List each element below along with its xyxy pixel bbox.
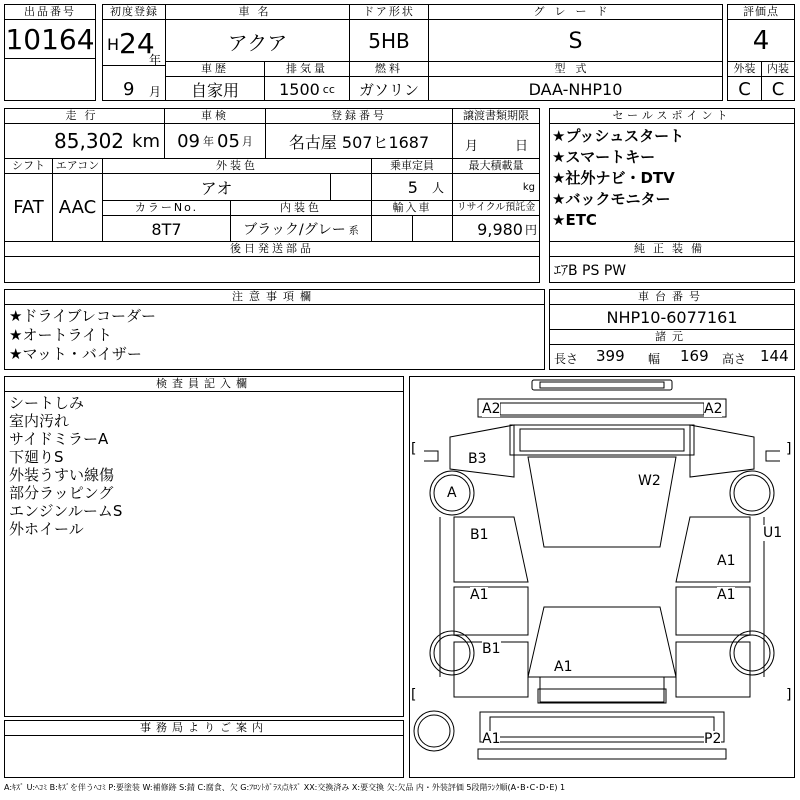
length-value: 399 xyxy=(596,347,625,365)
doc-deadline-label: 譲渡書類期限 xyxy=(453,109,539,124)
bracket-right-top: ] xyxy=(786,441,792,457)
first-reg-year: 24 xyxy=(119,27,155,60)
era: H xyxy=(107,35,120,54)
month-unit: 月 xyxy=(149,85,162,99)
load-box xyxy=(452,158,540,201)
damage-label-a1-rear-glass: A1 xyxy=(554,659,573,675)
mileage-box xyxy=(4,108,165,159)
color-no-box xyxy=(102,200,231,242)
interior-color-suffix: 系 xyxy=(348,225,359,237)
car-outline xyxy=(410,377,794,777)
year-unit: 年 xyxy=(149,53,162,67)
ext-value: C xyxy=(738,78,751,100)
chassis-box xyxy=(549,289,795,370)
score-value: 4 xyxy=(752,26,770,56)
damage-label-a: A xyxy=(447,485,457,501)
sales-point-item: ★バックモニター xyxy=(552,190,671,208)
inspection-month: 05 xyxy=(217,130,240,152)
interior-color-label: 内装色 xyxy=(231,201,371,216)
grade-box xyxy=(428,4,723,62)
genuine-value: ｴｱB PS PW xyxy=(554,263,627,279)
aircon-box xyxy=(52,158,103,242)
mileage-label: 走行 xyxy=(5,109,164,124)
history-value: 自家用 xyxy=(190,80,239,100)
genuine-box xyxy=(549,241,795,283)
capacity-unit: 人 xyxy=(431,180,444,195)
inspection-year: 09 xyxy=(177,130,200,152)
doc-month-unit: 月 xyxy=(465,139,479,154)
score-label: 評価点 xyxy=(728,5,794,20)
later-parts-label: 後日発送部品 xyxy=(5,242,539,257)
interior-color-value: ブラック/グレー xyxy=(243,222,346,238)
bracket-left-bottom: [ xyxy=(411,687,417,703)
plate-value: 名古屋 507ヒ1687 xyxy=(288,132,430,152)
capacity-value: 5 xyxy=(407,177,418,197)
color-label: 外装色 xyxy=(103,159,371,174)
model-label: 型式 xyxy=(429,62,722,77)
bracket-left-top: [ xyxy=(411,441,417,457)
color-no-label: カラーNo. xyxy=(103,201,230,216)
aircon-value: AAC xyxy=(58,196,97,218)
interior-color-box xyxy=(230,200,372,242)
door-label: ドア形状 xyxy=(350,5,428,20)
height-label: 高さ xyxy=(722,352,747,366)
recycle-unit: 円 xyxy=(524,222,537,237)
recycle-label: リサイクル預託金 xyxy=(453,201,539,216)
inspector-item: 外装うすい線傷 xyxy=(9,466,115,484)
inspector-item: エンジンルームS xyxy=(9,502,123,520)
fuel-box xyxy=(349,61,429,101)
plate-box xyxy=(265,108,453,159)
load-unit: kg xyxy=(522,181,535,193)
fuel-value: ガソリン xyxy=(358,80,419,99)
car-name-box xyxy=(165,4,350,62)
width-label: 幅 xyxy=(648,352,661,366)
history-label: 車歴 xyxy=(166,62,264,77)
damage-label-a1-left-rear: A1 xyxy=(470,587,489,603)
height-value: 144 xyxy=(760,347,789,365)
damage-label-a2-right: A2 xyxy=(704,401,723,417)
capacity-label: 乗車定員 xyxy=(372,159,452,174)
door-value: 5HB xyxy=(368,29,410,53)
import-box xyxy=(371,200,453,242)
grade-label: グレード xyxy=(429,5,722,20)
capacity-box xyxy=(371,158,453,201)
door-box xyxy=(349,4,429,62)
displacement-label: 排気量 xyxy=(265,62,349,77)
specs-label: 諸元 xyxy=(550,330,794,345)
notes-box xyxy=(4,289,545,370)
note-item: ★オートライト xyxy=(9,326,112,344)
lot-no-label: 出品番号 xyxy=(5,5,95,20)
damage-label-a1-right-rear: A1 xyxy=(717,587,736,603)
notes-label: 注意事項欄 xyxy=(5,290,544,305)
inspection-box xyxy=(164,108,266,159)
sales-point-item: ★社外ナビ・DTV xyxy=(552,169,675,187)
damage-label-b3: B3 xyxy=(468,451,487,467)
recycle-box xyxy=(452,200,540,242)
mileage-value: 85,302 xyxy=(54,129,125,153)
shift-value: FAT xyxy=(13,196,44,218)
lot-no-box xyxy=(4,4,96,101)
inspector-item: 外ホイール xyxy=(9,520,84,538)
inspector-label: 検査員記入欄 xyxy=(5,377,403,392)
load-label: 最大積載量 xyxy=(453,159,539,174)
car-name-value: アクア xyxy=(227,30,288,55)
displacement-unit: cc xyxy=(322,82,335,96)
score-box xyxy=(727,4,795,62)
model-box xyxy=(428,61,723,101)
doc-day-unit: 日 xyxy=(515,139,529,154)
int-value: C xyxy=(771,78,785,100)
mileage-unit: km xyxy=(132,130,160,152)
sales-point-item: ★スマートキー xyxy=(552,148,656,166)
chassis-value: NHP10-6077161 xyxy=(550,305,794,330)
fuel-label: 燃料 xyxy=(350,62,428,77)
chassis-label: 車台番号 xyxy=(550,290,794,305)
damage-label-b1-front: B1 xyxy=(470,527,489,543)
displacement-value: 1500 xyxy=(279,79,320,99)
ext-rating-box xyxy=(727,61,762,101)
genuine-label: 純正装備 xyxy=(550,242,794,257)
doc-deadline-box xyxy=(452,108,540,159)
damage-label-a2-left: A2 xyxy=(482,401,501,417)
shift-box xyxy=(4,158,53,242)
damage-label-b1-rear: B1 xyxy=(482,641,501,657)
inspection-month-unit: 月 xyxy=(241,135,253,148)
lot-no-value: 10164 xyxy=(5,20,95,59)
office-label: 事務局よりご案内 xyxy=(5,721,403,736)
color-box xyxy=(102,158,372,201)
inspector-item: サイドミラーA xyxy=(9,430,109,448)
sales-point-item: ★ETC xyxy=(552,211,597,229)
displacement-box xyxy=(264,61,350,101)
shift-label: シフト xyxy=(5,159,52,174)
inspector-item: シートしみ xyxy=(9,394,85,412)
damage-label-u1: U1 xyxy=(763,525,783,541)
note-item: ★ドライブレコーダー xyxy=(9,307,156,325)
int-rating-box xyxy=(761,61,795,101)
damage-label-a1-right-front: A1 xyxy=(717,553,736,569)
sales-points-label: セールスポイント xyxy=(550,109,794,124)
int-label: 内装 xyxy=(762,62,794,77)
aircon-label: エアコン xyxy=(53,159,102,174)
grade-value: S xyxy=(568,28,583,54)
bracket-right-bottom: ] xyxy=(786,687,792,703)
history-box xyxy=(165,61,265,101)
inspector-item: 室内汚れ xyxy=(9,412,70,430)
first-reg-month: 9 xyxy=(123,79,135,100)
car-name-label: 車名 xyxy=(166,5,349,20)
first-reg-label: 初度登録 xyxy=(103,5,165,20)
first-reg-box xyxy=(102,4,166,101)
car-diagram xyxy=(409,376,795,778)
color-no-value: 8T7 xyxy=(151,219,182,239)
damage-label-a1-bumper: A1 xyxy=(482,731,501,747)
inspector-box xyxy=(4,376,404,717)
inspector-item: 下廻りS xyxy=(9,448,64,466)
damage-label-w2: W2 xyxy=(638,473,661,489)
office-box xyxy=(4,720,404,778)
color-value: アオ xyxy=(200,178,233,198)
legend: A:ｷｽﾞ U:ﾍｺﾐ B:ｷｽﾞを伴うﾍｺﾐ P:要塗装 W:補修跡 S:錆 C:腐食、欠 G:ﾌﾛﾝﾄｶﾞﾗｽ点ｷｽﾞ XX:交換済み X:要交換 欠:欠品 内・外装評価 5段階ﾗﾝｸ順(A･B･C･D･E) 1 xyxy=(4,783,566,792)
import-label: 輸入車 xyxy=(372,201,452,216)
ext-label: 外装 xyxy=(728,62,761,77)
sales-point-item: ★プッシュスタート xyxy=(552,127,685,145)
recycle-value: 9,980 xyxy=(477,219,523,239)
damage-label-p2: P2 xyxy=(704,731,722,747)
width-value: 169 xyxy=(680,347,709,365)
plate-label: 登録番号 xyxy=(266,109,452,124)
note-item: ★マット・バイザー xyxy=(9,345,142,363)
sales-points-box xyxy=(549,108,795,242)
inspection-year-unit: 年 xyxy=(203,135,214,148)
length-label: 長さ xyxy=(554,352,579,366)
later-parts-box xyxy=(4,241,540,283)
model-value: DAA-NHP10 xyxy=(528,79,623,99)
inspection-label: 車検 xyxy=(165,109,265,124)
inspector-item: 部分ラッピング xyxy=(9,484,114,502)
